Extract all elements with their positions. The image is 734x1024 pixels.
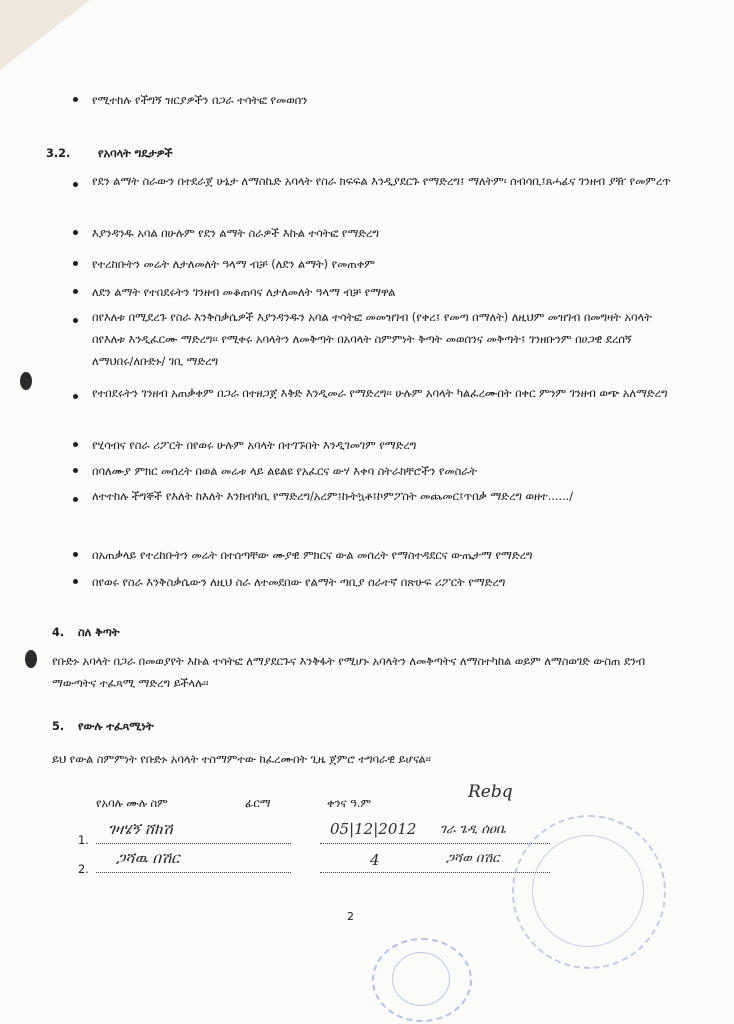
bullet-icon: [73, 97, 78, 102]
bullet-icon: [73, 318, 78, 323]
punch-hole-bottom: [25, 650, 37, 668]
member-name: ጋሻዉ በሽር: [116, 849, 180, 867]
member-date: 4: [370, 851, 380, 869]
name-line: [96, 872, 291, 873]
header-full-name: የአባሉ ሙሉ ስም: [96, 797, 168, 810]
official-stamp-bottom-inner: [392, 952, 450, 1006]
section-5-body: ይህ የውል ስምምነት የቡድኑ አባላት ተስማምተው ከፈረሙበት ጊዜ ጀምሮ ተግባራዊ ይሆናል፡፡: [52, 753, 431, 766]
duty-item: የተረከቡትን መሬት ለታለመለት ዓላማ ብቻ (ለደን ልማት) የመጠቀም: [92, 258, 375, 271]
header-signature: ፊርማ: [245, 797, 271, 810]
duty-item: የተበደሩትን ገንዘብ አጠቃቀም በጋራ በተዘጋጀ እቅድ እንዲመራ የማድረግ፡፡ ሁሉም አባላት ካልፈረሙበት በቀር ምንም ገንዘብ ወጭ አለማድረግ: [92, 387, 668, 400]
duty-item: እያንዳንዱ አባል በሁሉም የደን ልማት ስራዎች እኩል ተሳትፎ የማድረግ: [92, 227, 379, 240]
header-date: ቀንና ዓ.ም: [327, 797, 371, 810]
page-number: 2: [347, 910, 354, 923]
section-5-title: የውሉ ተፈጻሚነት: [78, 720, 154, 733]
bullet-icon: [73, 579, 78, 584]
bullet-icon: [73, 394, 78, 399]
duty-item: የሂሳብና የስራ ሪፖርት በየወሩ ሁሉም አባላት በተገኙበት እንዲገመገም የማድረግ: [92, 439, 417, 452]
section-3-2-number: 3.2.: [46, 147, 71, 160]
duty-item: የደን ልማት ስራውን በተደራጀ ሁኔታ ለማስኬድ አባላት የስራ ክፍፍል እንዲያደርጉ የማድረግ፤ ማለትም፡ ሰብሳቢ፤ጸሓፊና ገንዘብ ያዥ የመምረጥ: [92, 175, 671, 188]
section-4-number: 4.: [52, 626, 65, 639]
duty-item: በየወሩ የስራ እንቅስቃሴውን ለዚህ ስራ ለተመደበው የልማት ጣቢያ ሰራተኛ በጽሁፍ ሪፖርት የማድረግ: [92, 576, 506, 589]
bullet-icon: [73, 468, 78, 473]
duty-item: በአጠቃላይ የተረከቡትን መሬት በተሰጣቸው ሙያዊ ምክርና ውል መሰረት የማስተዳደርና ውጤታማ የማድረግ: [92, 549, 533, 562]
punch-hole-top: [20, 372, 32, 390]
signature-mark: Rebq: [468, 782, 513, 802]
bullet-icon: [73, 182, 78, 187]
official-stamp-right-inner: [532, 835, 644, 947]
duty-item: ለደን ልማት የተበደሩትን ገንዘብ መቆጠባና ለታለመለት ዓላማ ብቻ የማዋል: [92, 286, 396, 299]
duty-item: ለተተከሉ ችግኞች የእለት ከእለት እንክብካቢ የማድረግ/አረም፤ኩትኳቶ፤ኮምፖስት መጨመር፤ጥበቃ ማድረግ ወዘተ....../: [92, 490, 574, 503]
bullet-icon: [73, 230, 78, 235]
bullet-icon: [73, 442, 78, 447]
name-line: [96, 843, 291, 844]
member-name: ገዛሄኝ ሸክሽ: [108, 820, 173, 838]
bullet-icon: [73, 261, 78, 266]
member-extra: ገራ ጌዲ ሰዐቤ: [440, 822, 506, 837]
date-line: [320, 843, 550, 844]
section-5-number: 5.: [52, 720, 65, 733]
bullet-icon: [73, 552, 78, 557]
folded-corner: [0, 0, 90, 70]
bullet-icon: [73, 289, 78, 294]
duty-item: በባለሙያ ምክር መሰረት በወል መሬቱ ላይ ልዩልዩ የአፈርና ውሃ እቀባ ስትራክቸሮችን የመስራት: [92, 465, 477, 478]
section-4-title: ስለ ቅጣት: [78, 626, 120, 639]
section-3-2-title: የአባላት ግዴታዎች: [98, 147, 173, 160]
member-extra: ጋሻወ በሽር: [446, 851, 500, 866]
section-4-body: የቡድኑ አባላት በጋራ በመወያየት እኩል ተሳትፎ ለማያደርጉና እንቅፋት የሚሆኑ አባላትን ለመቅጣትና ለማስተካከል ወይም ለማስወገድ ውስጠ ደንብ ማውጣትና ተፈጻሚ ማድረግ ይችላሉ፡፡: [52, 655, 645, 690]
duty-item: በየእለቱ በሚደረጉ የስራ እንቅስቃሴዎች እያንዳንዱን አባል ተሳትፎ መመዝገብ (የቀረ፤ የመጣ በማለት) ለዚህም መዝገብ በመግዛት አባላት በየእለቱ እንዲፈርሙ ማድረግ፡፡ የሚቀሩ አባላትን ለመቅጣት በአባላት ስምምነት ቅጣት መወሰንና መቅጣት፤ ገንዘቡንም በሀጋዊ ደረሰኝ ለማህበሩ/ለቡድኑ/ ገቢ ማድረግ: [92, 311, 652, 368]
member-date: 05|12|2012: [330, 820, 417, 838]
top-bullet-text: የሚተከሉ የችግኝ ዝርያዎችን በጋራ ተሳትፎ የመወሰን: [92, 94, 308, 107]
bullet-icon: [73, 497, 78, 502]
row-number: 1.: [78, 834, 89, 847]
row-number: 2.: [78, 863, 89, 876]
